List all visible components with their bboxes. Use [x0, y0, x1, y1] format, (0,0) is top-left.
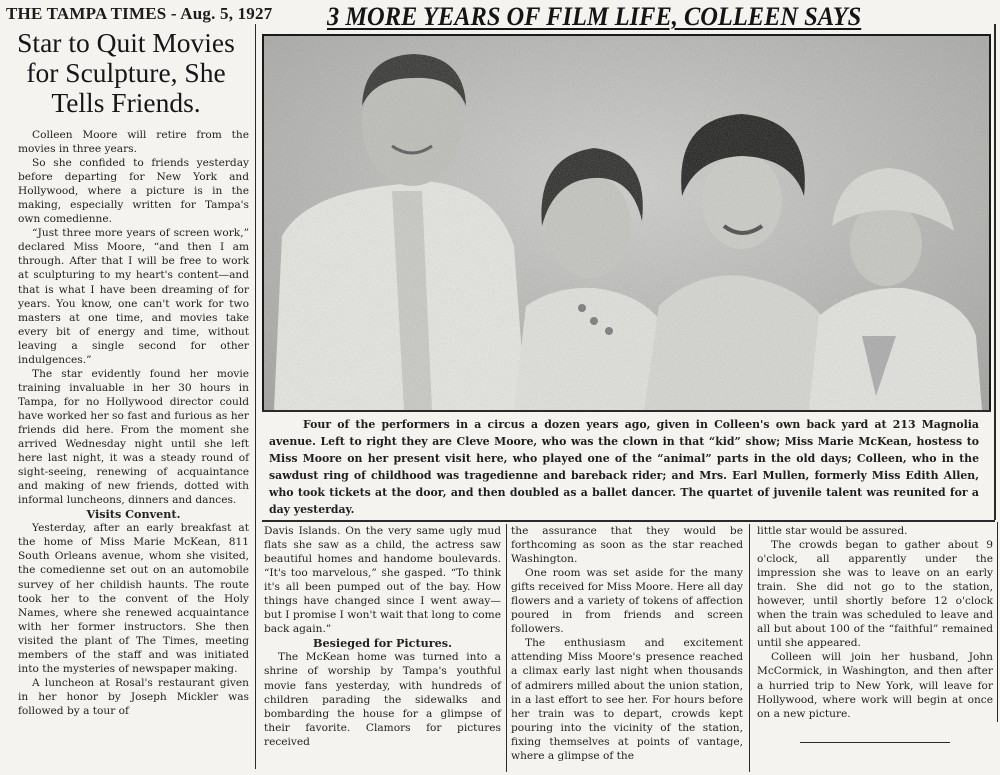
- paragraph: So she confided to friends yesterday before departing for New York and Hollywood, where a picture is in the making, especially written for Tampa's own comedienne.: [18, 157, 249, 226]
- photo-caption: [269, 416, 979, 518]
- article-column-3: [511, 524, 743, 763]
- column-divider: [749, 524, 750, 772]
- column-divider: [255, 24, 256, 769]
- article-column-1: [18, 128, 249, 718]
- left-headline-line: for Sculpture, She: [26, 57, 226, 88]
- caption-text: Four of the performers in a circus a dozen years ago, given in Colleen's own back yard at 213 Magnolia avenue. Left to right they are Cleve Moore, who was the clown in that “kid” show; Miss Marie McKean, hostess to Miss Moore on her present visit here, who played one of the “animal” parts in the old days; Colleen, who in the sawdust ring of childhood was tragedienne and bareback rider; and Mrs. Earl Mullen, formerly Miss Edith Allen, who took tickets at the door, and then doubled as a ballet dancer. The quartet of juvenile talent was reunited for a day yesterday.: [269, 418, 979, 516]
- paragraph: The crowds began to gather about 9 o'clock, all apparently under the impression she was to leave on an early train. She did not go to the station, however, until shortly before 12 o'clock when the train was scheduled to leave and all but about 100 of the “faithful” remained until she appeared.: [757, 539, 993, 650]
- paragraph: “Just three more years of screen work,” declared Miss Moore, “and then I am through. After that I will be free to work at sculpturing to my heart's content—and that is what I have been dreaming of for years. You know, one can't work for two masters at one time, and movies take every bit of energy and time, without leaving a single second for other indulgences.”: [18, 227, 249, 366]
- section-subhead: Besieged for Pictures.: [313, 636, 452, 651]
- caption-bottom-rule: [262, 520, 995, 522]
- article-column-4: [757, 524, 993, 721]
- masthead: THE TAMPA TIMES - Aug. 5, 1927: [6, 4, 273, 23]
- photo-rule: [262, 410, 991, 412]
- end-rule: [800, 742, 950, 743]
- paragraph: A luncheon at Rosal's restaurant given in her honor by Joseph Mickler was followed by a tour of: [18, 676, 249, 717]
- right-headline: 3 MORE YEARS OF FILM LIFE, COLLEEN SAYS: [327, 2, 862, 31]
- paragraph: Colleen Moore will retire from the movies in three years.: [18, 129, 249, 156]
- article-column-2: [264, 524, 501, 749]
- right-border: [994, 24, 996, 520]
- paragraph: Yesterday, after an early breakfast at the home of Miss Marie McKean, 811 South Orleans avenue, whom she visited, the comedienne set out on an automobile survey of her childish haunts. The route took her to the convent of the Holy Names, where she renewed acquaintance with her former instructors. She then visited the plant of The Times, meeting members of the staff and was initiated into the mysteries of newspaper making.: [18, 522, 249, 675]
- paragraph: Davis Islands. On the very same ugly mud flats she saw as a child, the actress saw beautiful homes and handome boulevards. “It's too marvelous,” she gasped. “To think it's all been pumped out of the bay. How things have changed since I went away—but I promise I won't wait that long to come back again.”: [264, 525, 501, 636]
- group-photo: [262, 34, 991, 412]
- right-border: [997, 522, 998, 722]
- column-divider: [506, 524, 507, 772]
- paragraph: One room was set aside for the many gifts received for Miss Moore. Here all day flowers and a variety of tokens of affection poured in from friends and screen followers.: [511, 567, 743, 636]
- paragraph: The star evidently found her movie training invaluable in her 30 hours in Tampa, for no Hollywood director could have worked her so fast and furious as her friends did here. From the moment she arrived Wednesday night until she left here last night, it was a steady round of sight-seeing, renewing of acquaintance and making of new friends, dotted with informal luncheons, dinners and dances.: [18, 367, 249, 507]
- left-headline-line: Tells Friends.: [51, 87, 201, 118]
- left-headline: [6, 28, 246, 118]
- paragraph: The enthusiasm and excitement attending Miss Moore's presence reached a climax early last night when thousands of admirers milled about the union station, in a last effort to see her. For hours before her train was to depart, crowds kept pouring into the vicinity of the station, fixing themselves at points of vantage, where a glimpse of the: [511, 637, 743, 762]
- section-subhead: Visits Convent.: [86, 507, 181, 522]
- photo-illustration: [264, 36, 989, 410]
- left-headline-line: Star to Quit Movies: [17, 27, 235, 58]
- paragraph: Colleen will join her husband, John McCormick, in Washington, and then after a hurried trip to New York, will leave for Hollywood, where work will begin at once on a new picture.: [757, 651, 993, 720]
- paragraph: little star would be assured.: [757, 525, 908, 537]
- paragraph: the assurance that they would be forthcoming as soon as the star reached Washington.: [511, 525, 743, 566]
- paragraph: The McKean home was turned into a shrine of worship by Tampa's youthful movie fans yesterday, with hundreds of children parading the sidewalks and bombarding the house for a glimpse of their favorite. Clamors for pictures received: [264, 651, 501, 748]
